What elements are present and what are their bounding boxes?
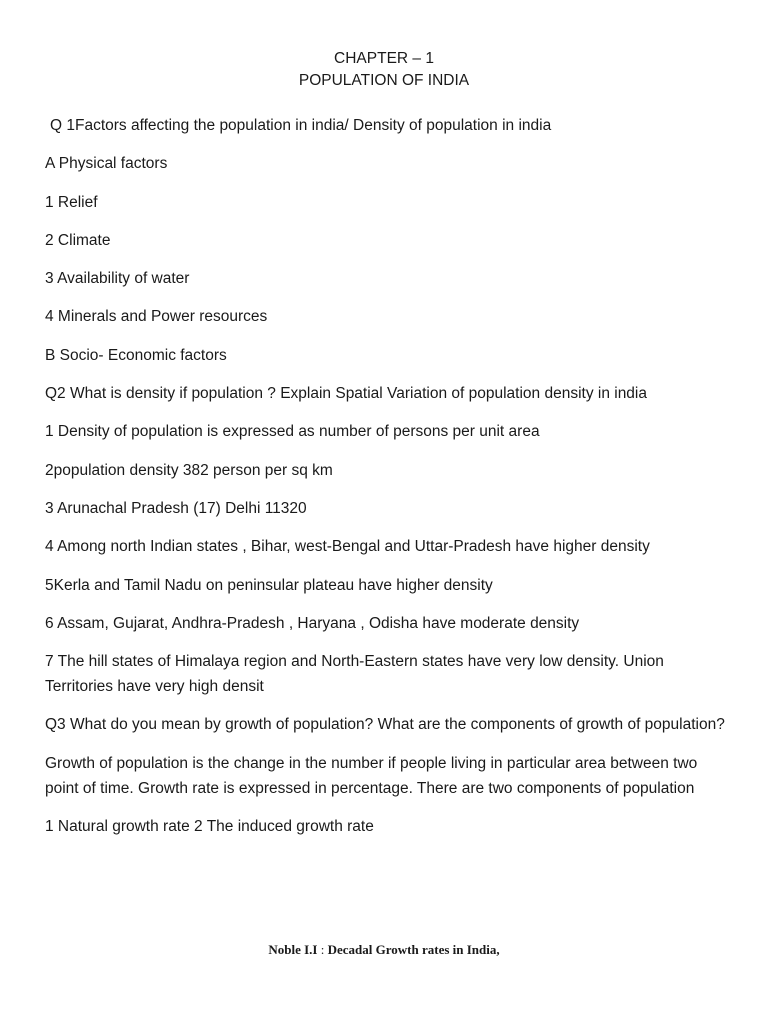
question-1: Q 1Factors affecting the population in india/ Density of population in india	[50, 117, 552, 134]
caption-label: Noble I.I	[268, 942, 318, 957]
list-item: 1 Density of population is expressed as number of persons per unit area	[45, 423, 540, 441]
document-body	[45, 113, 725, 852]
list-item: 7 The hill states of Himalaya region and North-Eastern states have very low density. Union Territories have very high densit	[45, 653, 664, 696]
list-item: 3 Availability of water	[45, 270, 190, 288]
answer-paragraph: Growth of population is the change in the number if people living in particular area between two point of time. Growth rate is expressed in percentage. There are two components of population	[45, 754, 698, 797]
section-heading-physical: A Physical factors	[45, 155, 168, 173]
section-heading-socio-economic: B Socio- Economic factors	[45, 346, 227, 364]
list-item: 4 Among north Indian states , Bihar, west-Bengal and Uttar-Pradesh have higher density	[45, 538, 650, 556]
table-caption	[0, 940, 768, 960]
caption-text: Decadal Growth rates in India,	[327, 942, 500, 957]
caption-separator: :	[320, 942, 325, 957]
list-item: 2 Climate	[45, 231, 111, 249]
chapter-header	[0, 48, 768, 92]
list-item: 4 Minerals and Power resources	[45, 308, 268, 326]
list-item: 2population density 382 person per sq km	[45, 461, 333, 479]
question-3: Q3 What do you mean by growth of population? What are the components of growth of population?	[45, 716, 725, 734]
chapter-number: CHAPTER – 1	[334, 50, 434, 67]
chapter-title: POPULATION OF INDIA	[298, 72, 470, 89]
list-item: 3 Arunachal Pradesh (17) Delhi 11320	[45, 499, 307, 517]
list-item: 1 Relief	[45, 193, 98, 211]
list-item: 1 Natural growth rate 2 The induced growth rate	[45, 818, 374, 836]
list-item: 6 Assam, Gujarat, Andhra-Pradesh , Haryana , Odisha have moderate density	[45, 614, 580, 632]
list-item: 5Kerla and Tamil Nadu on peninsular plateau have higher density	[45, 576, 493, 594]
question-2: Q2 What is density if population ? Explain Spatial Variation of population density in india	[45, 385, 647, 403]
